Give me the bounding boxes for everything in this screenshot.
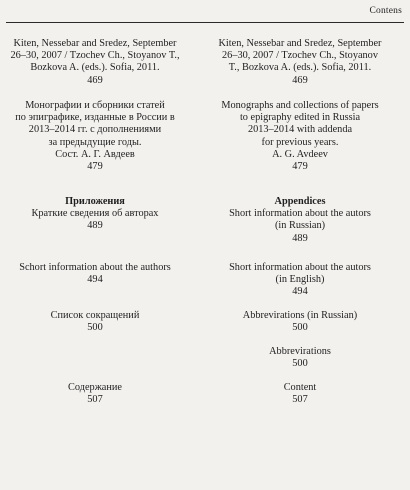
entry-contents-left [0, 382, 190, 406]
page-number: 469 [87, 74, 103, 86]
entry-line: Abbrevirations [269, 346, 331, 357]
entry-line: Abbrevirations (in Russian) [242, 310, 358, 321]
entry-kiten-right [205, 38, 395, 87]
entry-line: (in English) [275, 274, 325, 286]
section-heading: Приложения [65, 196, 125, 207]
section-heading: Appendices [274, 196, 326, 207]
entry-line: Монографии и сборники статей [25, 100, 165, 111]
entry-line: A. G. Avdeev [272, 148, 328, 160]
page-number: 494 [87, 274, 103, 286]
entry-appendices-left [0, 196, 190, 233]
entry-monographs-right [205, 100, 395, 173]
entry-line: Содержание [68, 382, 122, 393]
entry-line: Сост. А. Г. Авдеев [55, 148, 135, 160]
page-number: 500 [292, 322, 308, 334]
entry-abbrev-right [205, 346, 395, 370]
entry-abbrev-ru-right [205, 310, 395, 334]
entry-line: Bozkova A. (eds.). Sofia, 2011. [30, 62, 160, 74]
entry-line: 26–30, 2007 / Tzochev Ch., Stoyanov [222, 50, 378, 62]
page-number: 507 [87, 394, 103, 406]
entry-line: по эпиграфике, изданные в России в [15, 112, 175, 124]
entry-line: Content [283, 382, 317, 393]
entry-line: 2013–2014 with addenda [247, 124, 353, 136]
entry-monographs-left [0, 100, 190, 173]
page-number: 489 [87, 220, 103, 232]
entry-line: Short information about the autors [229, 208, 371, 220]
entry-line: for previous years. [261, 136, 339, 148]
entry-line: за предыдущие годы. [48, 136, 142, 148]
entry-line: Monographs and collections of papers [221, 100, 379, 111]
entry-line: Краткие сведения об авторах [31, 208, 159, 220]
page-number: 494 [292, 286, 308, 298]
entry-authors-en-left [0, 262, 190, 286]
entry-line: to epigraphy edited in Russia [239, 112, 361, 124]
entry-appendices-right [205, 196, 395, 245]
entry-line: (in Russian) [274, 220, 326, 232]
page-number: 479 [292, 161, 308, 173]
page-number: 500 [292, 358, 308, 370]
header-rule [6, 22, 404, 23]
page-number: 500 [87, 322, 103, 334]
entry-kiten-left [0, 38, 190, 87]
entry-line: 2013–2014 гг. с дополнениями [28, 124, 162, 136]
entry-line: Schort information about the authors [19, 262, 171, 273]
page-number: 479 [87, 161, 103, 173]
entry-line: Kiten, Nessebar and Sredez, September [13, 38, 177, 49]
entry-line: Kiten, Nessebar and Sredez, September [218, 38, 382, 49]
entry-abbrev-left [0, 310, 190, 334]
page-number: 469 [292, 74, 308, 86]
page-number: 489 [292, 232, 308, 244]
entry-content-right [205, 382, 395, 406]
page-number: 507 [292, 394, 308, 406]
entry-line: 26–30, 2007 / Tzochev Ch., Stoyanov T., [10, 50, 180, 62]
entry-autors-en-right [205, 262, 395, 299]
entry-line: Список сокращений [50, 310, 140, 321]
running-header: Contens [369, 6, 402, 16]
entry-line: T., Bozkova A. (eds.). Sofia, 2011. [228, 62, 372, 74]
entry-line: Short information about the autors [229, 262, 371, 273]
